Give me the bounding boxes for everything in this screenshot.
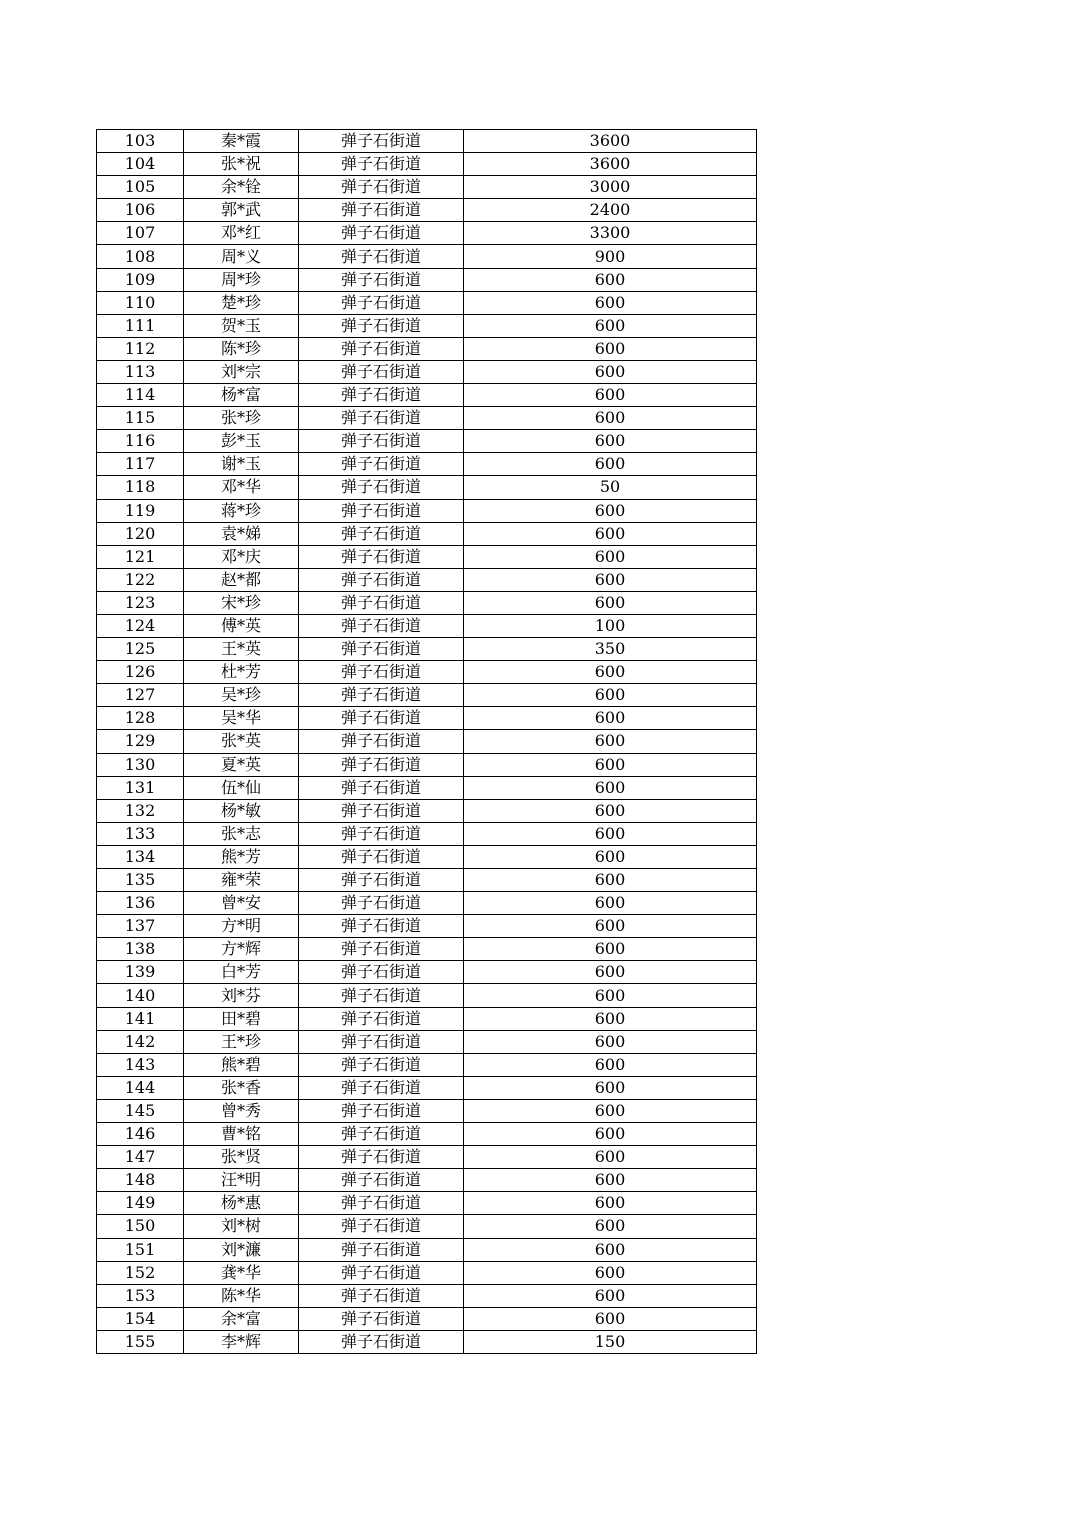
table-row xyxy=(97,614,757,637)
cell-name: 曹*铭 xyxy=(184,1123,299,1146)
cell-name: 邓*庆 xyxy=(184,545,299,568)
cell-number: 140 xyxy=(97,984,184,1007)
cell-amount: 600 xyxy=(464,915,757,938)
cell-number: 104 xyxy=(97,153,184,176)
cell-area: 弹子石街道 xyxy=(299,1261,464,1284)
table-row xyxy=(97,845,757,868)
cell-name: 楚*珍 xyxy=(184,291,299,314)
cell-number: 112 xyxy=(97,337,184,360)
table-row xyxy=(97,938,757,961)
cell-amount: 600 xyxy=(464,1123,757,1146)
cell-amount: 600 xyxy=(464,1007,757,1030)
cell-amount: 600 xyxy=(464,1099,757,1122)
cell-area: 弹子石街道 xyxy=(299,799,464,822)
table-row xyxy=(97,568,757,591)
cell-area: 弹子石街道 xyxy=(299,1169,464,1192)
data-table xyxy=(96,129,757,1354)
table-row xyxy=(97,892,757,915)
cell-amount: 2400 xyxy=(464,199,757,222)
cell-area: 弹子石街道 xyxy=(299,1007,464,1030)
cell-name: 刘*宗 xyxy=(184,360,299,383)
cell-area: 弹子石街道 xyxy=(299,938,464,961)
table-row xyxy=(97,661,757,684)
cell-number: 124 xyxy=(97,614,184,637)
cell-number: 117 xyxy=(97,453,184,476)
cell-name: 龚*华 xyxy=(184,1261,299,1284)
table-body xyxy=(97,130,757,1354)
cell-name: 曾*秀 xyxy=(184,1099,299,1122)
cell-amount: 600 xyxy=(464,291,757,314)
cell-name: 汪*明 xyxy=(184,1169,299,1192)
cell-number: 113 xyxy=(97,360,184,383)
cell-area: 弹子石街道 xyxy=(299,522,464,545)
cell-area: 弹子石街道 xyxy=(299,684,464,707)
cell-name: 夏*英 xyxy=(184,753,299,776)
table-row xyxy=(97,707,757,730)
cell-name: 王*英 xyxy=(184,638,299,661)
cell-amount: 600 xyxy=(464,407,757,430)
cell-name: 张*志 xyxy=(184,822,299,845)
cell-area: 弹子石街道 xyxy=(299,476,464,499)
cell-amount: 600 xyxy=(464,938,757,961)
cell-area: 弹子石街道 xyxy=(299,1192,464,1215)
cell-number: 118 xyxy=(97,476,184,499)
table-row xyxy=(97,268,757,291)
cell-area: 弹子石街道 xyxy=(299,291,464,314)
cell-amount: 3000 xyxy=(464,176,757,199)
cell-amount: 600 xyxy=(464,684,757,707)
cell-name: 田*碧 xyxy=(184,1007,299,1030)
cell-name: 陈*华 xyxy=(184,1284,299,1307)
cell-amount: 350 xyxy=(464,638,757,661)
cell-amount: 3300 xyxy=(464,222,757,245)
cell-amount: 900 xyxy=(464,245,757,268)
cell-number: 122 xyxy=(97,568,184,591)
cell-amount: 600 xyxy=(464,1261,757,1284)
cell-amount: 600 xyxy=(464,892,757,915)
cell-area: 弹子石街道 xyxy=(299,1146,464,1169)
cell-area: 弹子石街道 xyxy=(299,869,464,892)
table-row xyxy=(97,753,757,776)
cell-area: 弹子石街道 xyxy=(299,314,464,337)
cell-number: 127 xyxy=(97,684,184,707)
cell-name: 白*芳 xyxy=(184,961,299,984)
cell-name: 熊*芳 xyxy=(184,845,299,868)
cell-amount: 3600 xyxy=(464,153,757,176)
cell-name: 伍*仙 xyxy=(184,776,299,799)
cell-area: 弹子石街道 xyxy=(299,845,464,868)
cell-area: 弹子石街道 xyxy=(299,453,464,476)
cell-area: 弹子石街道 xyxy=(299,753,464,776)
cell-name: 谢*玉 xyxy=(184,453,299,476)
table-row xyxy=(97,684,757,707)
cell-area: 弹子石街道 xyxy=(299,961,464,984)
table-row xyxy=(97,337,757,360)
cell-name: 杨*惠 xyxy=(184,1192,299,1215)
table-row xyxy=(97,245,757,268)
cell-name: 周*义 xyxy=(184,245,299,268)
cell-amount: 600 xyxy=(464,1284,757,1307)
cell-amount: 600 xyxy=(464,984,757,1007)
cell-number: 147 xyxy=(97,1146,184,1169)
table-row xyxy=(97,360,757,383)
table-row xyxy=(97,476,757,499)
cell-area: 弹子石街道 xyxy=(299,707,464,730)
cell-area: 弹子石街道 xyxy=(299,130,464,153)
table-row xyxy=(97,222,757,245)
cell-amount: 600 xyxy=(464,753,757,776)
table-row xyxy=(97,1261,757,1284)
cell-area: 弹子石街道 xyxy=(299,360,464,383)
cell-area: 弹子石街道 xyxy=(299,1330,464,1353)
cell-number: 135 xyxy=(97,869,184,892)
cell-number: 143 xyxy=(97,1053,184,1076)
cell-area: 弹子石街道 xyxy=(299,430,464,453)
cell-amount: 600 xyxy=(464,869,757,892)
table-row xyxy=(97,153,757,176)
cell-number: 145 xyxy=(97,1099,184,1122)
cell-name: 刘*芬 xyxy=(184,984,299,1007)
cell-amount: 600 xyxy=(464,568,757,591)
cell-number: 142 xyxy=(97,1030,184,1053)
table-row xyxy=(97,869,757,892)
cell-area: 弹子石街道 xyxy=(299,1123,464,1146)
table-row xyxy=(97,384,757,407)
cell-name: 余*富 xyxy=(184,1307,299,1330)
cell-area: 弹子石街道 xyxy=(299,614,464,637)
cell-area: 弹子石街道 xyxy=(299,638,464,661)
cell-amount: 600 xyxy=(464,1076,757,1099)
cell-name: 邓*红 xyxy=(184,222,299,245)
cell-number: 137 xyxy=(97,915,184,938)
cell-amount: 600 xyxy=(464,776,757,799)
table-row xyxy=(97,1146,757,1169)
cell-amount: 600 xyxy=(464,799,757,822)
cell-number: 144 xyxy=(97,1076,184,1099)
cell-amount: 600 xyxy=(464,1169,757,1192)
cell-amount: 600 xyxy=(464,707,757,730)
cell-name: 傅*英 xyxy=(184,614,299,637)
cell-name: 李*辉 xyxy=(184,1330,299,1353)
cell-area: 弹子石街道 xyxy=(299,545,464,568)
cell-amount: 600 xyxy=(464,453,757,476)
table-row xyxy=(97,1284,757,1307)
cell-number: 131 xyxy=(97,776,184,799)
cell-amount: 600 xyxy=(464,1146,757,1169)
cell-number: 109 xyxy=(97,268,184,291)
table-row xyxy=(97,407,757,430)
cell-amount: 100 xyxy=(464,614,757,637)
cell-number: 107 xyxy=(97,222,184,245)
cell-name: 杨*富 xyxy=(184,384,299,407)
table-row xyxy=(97,1007,757,1030)
table-row xyxy=(97,1330,757,1353)
cell-area: 弹子石街道 xyxy=(299,499,464,522)
cell-area: 弹子石街道 xyxy=(299,1238,464,1261)
cell-number: 121 xyxy=(97,545,184,568)
cell-area: 弹子石街道 xyxy=(299,730,464,753)
cell-number: 132 xyxy=(97,799,184,822)
table-row xyxy=(97,291,757,314)
cell-number: 116 xyxy=(97,430,184,453)
cell-number: 152 xyxy=(97,1261,184,1284)
cell-number: 136 xyxy=(97,892,184,915)
cell-amount: 600 xyxy=(464,730,757,753)
cell-name: 杨*敏 xyxy=(184,799,299,822)
cell-name: 贺*玉 xyxy=(184,314,299,337)
cell-amount: 600 xyxy=(464,384,757,407)
table-row xyxy=(97,730,757,753)
table-row xyxy=(97,776,757,799)
cell-amount: 600 xyxy=(464,1307,757,1330)
cell-number: 133 xyxy=(97,822,184,845)
cell-number: 155 xyxy=(97,1330,184,1353)
table-row xyxy=(97,453,757,476)
cell-area: 弹子石街道 xyxy=(299,661,464,684)
cell-amount: 600 xyxy=(464,1215,757,1238)
table-row xyxy=(97,522,757,545)
cell-number: 123 xyxy=(97,591,184,614)
cell-name: 吴*华 xyxy=(184,707,299,730)
table-row xyxy=(97,638,757,661)
table-row xyxy=(97,130,757,153)
cell-amount: 600 xyxy=(464,360,757,383)
cell-amount: 50 xyxy=(464,476,757,499)
cell-amount: 600 xyxy=(464,661,757,684)
cell-number: 141 xyxy=(97,1007,184,1030)
table-row xyxy=(97,984,757,1007)
cell-area: 弹子石街道 xyxy=(299,337,464,360)
table-row xyxy=(97,822,757,845)
table-row xyxy=(97,799,757,822)
cell-number: 115 xyxy=(97,407,184,430)
cell-name: 张*珍 xyxy=(184,407,299,430)
table-row xyxy=(97,1238,757,1261)
cell-area: 弹子石街道 xyxy=(299,1053,464,1076)
cell-area: 弹子石街道 xyxy=(299,384,464,407)
cell-area: 弹子石街道 xyxy=(299,822,464,845)
cell-amount: 150 xyxy=(464,1330,757,1353)
cell-name: 方*明 xyxy=(184,915,299,938)
cell-amount: 600 xyxy=(464,499,757,522)
cell-name: 熊*碧 xyxy=(184,1053,299,1076)
cell-number: 111 xyxy=(97,314,184,337)
cell-name: 赵*都 xyxy=(184,568,299,591)
cell-number: 125 xyxy=(97,638,184,661)
cell-amount: 600 xyxy=(464,545,757,568)
table-row xyxy=(97,176,757,199)
cell-name: 张*香 xyxy=(184,1076,299,1099)
table-row xyxy=(97,1099,757,1122)
cell-area: 弹子石街道 xyxy=(299,1215,464,1238)
cell-name: 宋*珍 xyxy=(184,591,299,614)
cell-area: 弹子石街道 xyxy=(299,222,464,245)
cell-amount: 600 xyxy=(464,1053,757,1076)
cell-number: 128 xyxy=(97,707,184,730)
table-row xyxy=(97,1307,757,1330)
cell-area: 弹子石街道 xyxy=(299,1076,464,1099)
cell-area: 弹子石街道 xyxy=(299,568,464,591)
cell-name: 张*贤 xyxy=(184,1146,299,1169)
cell-name: 刘*树 xyxy=(184,1215,299,1238)
cell-number: 138 xyxy=(97,938,184,961)
table-row xyxy=(97,1123,757,1146)
table-row xyxy=(97,1030,757,1053)
cell-number: 153 xyxy=(97,1284,184,1307)
cell-area: 弹子石街道 xyxy=(299,1030,464,1053)
cell-area: 弹子石街道 xyxy=(299,1099,464,1122)
cell-area: 弹子石街道 xyxy=(299,1307,464,1330)
cell-amount: 600 xyxy=(464,845,757,868)
table-row xyxy=(97,314,757,337)
table-row xyxy=(97,1053,757,1076)
cell-name: 周*珍 xyxy=(184,268,299,291)
cell-number: 134 xyxy=(97,845,184,868)
cell-name: 郭*武 xyxy=(184,199,299,222)
cell-number: 149 xyxy=(97,1192,184,1215)
cell-area: 弹子石街道 xyxy=(299,245,464,268)
cell-area: 弹子石街道 xyxy=(299,1284,464,1307)
cell-area: 弹子石街道 xyxy=(299,776,464,799)
cell-number: 110 xyxy=(97,291,184,314)
cell-area: 弹子石街道 xyxy=(299,892,464,915)
cell-number: 151 xyxy=(97,1238,184,1261)
table-row xyxy=(97,199,757,222)
cell-name: 陈*珍 xyxy=(184,337,299,360)
cell-name: 雍*荣 xyxy=(184,869,299,892)
cell-name: 刘*濂 xyxy=(184,1238,299,1261)
cell-name: 方*辉 xyxy=(184,938,299,961)
cell-name: 王*珍 xyxy=(184,1030,299,1053)
cell-number: 146 xyxy=(97,1123,184,1146)
table-row xyxy=(97,1215,757,1238)
cell-amount: 600 xyxy=(464,591,757,614)
cell-name: 邓*华 xyxy=(184,476,299,499)
cell-number: 119 xyxy=(97,499,184,522)
cell-area: 弹子石街道 xyxy=(299,984,464,1007)
cell-name: 袁*娣 xyxy=(184,522,299,545)
cell-area: 弹子石街道 xyxy=(299,591,464,614)
cell-amount: 600 xyxy=(464,1030,757,1053)
cell-number: 130 xyxy=(97,753,184,776)
table-row xyxy=(97,961,757,984)
cell-name: 曾*安 xyxy=(184,892,299,915)
cell-amount: 3600 xyxy=(464,130,757,153)
cell-amount: 600 xyxy=(464,822,757,845)
table-row xyxy=(97,915,757,938)
cell-amount: 600 xyxy=(464,961,757,984)
cell-amount: 600 xyxy=(464,1238,757,1261)
cell-area: 弹子石街道 xyxy=(299,268,464,291)
table-row xyxy=(97,1076,757,1099)
cell-number: 106 xyxy=(97,199,184,222)
cell-name: 余*铨 xyxy=(184,176,299,199)
cell-name: 秦*霞 xyxy=(184,130,299,153)
cell-number: 108 xyxy=(97,245,184,268)
table-row xyxy=(97,591,757,614)
cell-area: 弹子石街道 xyxy=(299,199,464,222)
cell-number: 105 xyxy=(97,176,184,199)
table-row xyxy=(97,545,757,568)
table-row xyxy=(97,1192,757,1215)
cell-amount: 600 xyxy=(464,1192,757,1215)
cell-number: 120 xyxy=(97,522,184,545)
cell-number: 126 xyxy=(97,661,184,684)
cell-name: 张*祝 xyxy=(184,153,299,176)
table-row xyxy=(97,499,757,522)
cell-number: 148 xyxy=(97,1169,184,1192)
cell-name: 杜*芳 xyxy=(184,661,299,684)
cell-amount: 600 xyxy=(464,522,757,545)
cell-number: 150 xyxy=(97,1215,184,1238)
cell-area: 弹子石街道 xyxy=(299,176,464,199)
cell-number: 103 xyxy=(97,130,184,153)
cell-number: 114 xyxy=(97,384,184,407)
cell-area: 弹子石街道 xyxy=(299,153,464,176)
cell-amount: 600 xyxy=(464,314,757,337)
cell-name: 张*英 xyxy=(184,730,299,753)
cell-number: 129 xyxy=(97,730,184,753)
cell-amount: 600 xyxy=(464,337,757,360)
cell-name: 吴*珍 xyxy=(184,684,299,707)
table-row xyxy=(97,1169,757,1192)
cell-area: 弹子石街道 xyxy=(299,915,464,938)
cell-number: 154 xyxy=(97,1307,184,1330)
cell-amount: 600 xyxy=(464,268,757,291)
cell-amount: 600 xyxy=(464,430,757,453)
cell-number: 139 xyxy=(97,961,184,984)
cell-area: 弹子石街道 xyxy=(299,407,464,430)
cell-name: 彭*玉 xyxy=(184,430,299,453)
cell-name: 蒋*珍 xyxy=(184,499,299,522)
table-row xyxy=(97,430,757,453)
